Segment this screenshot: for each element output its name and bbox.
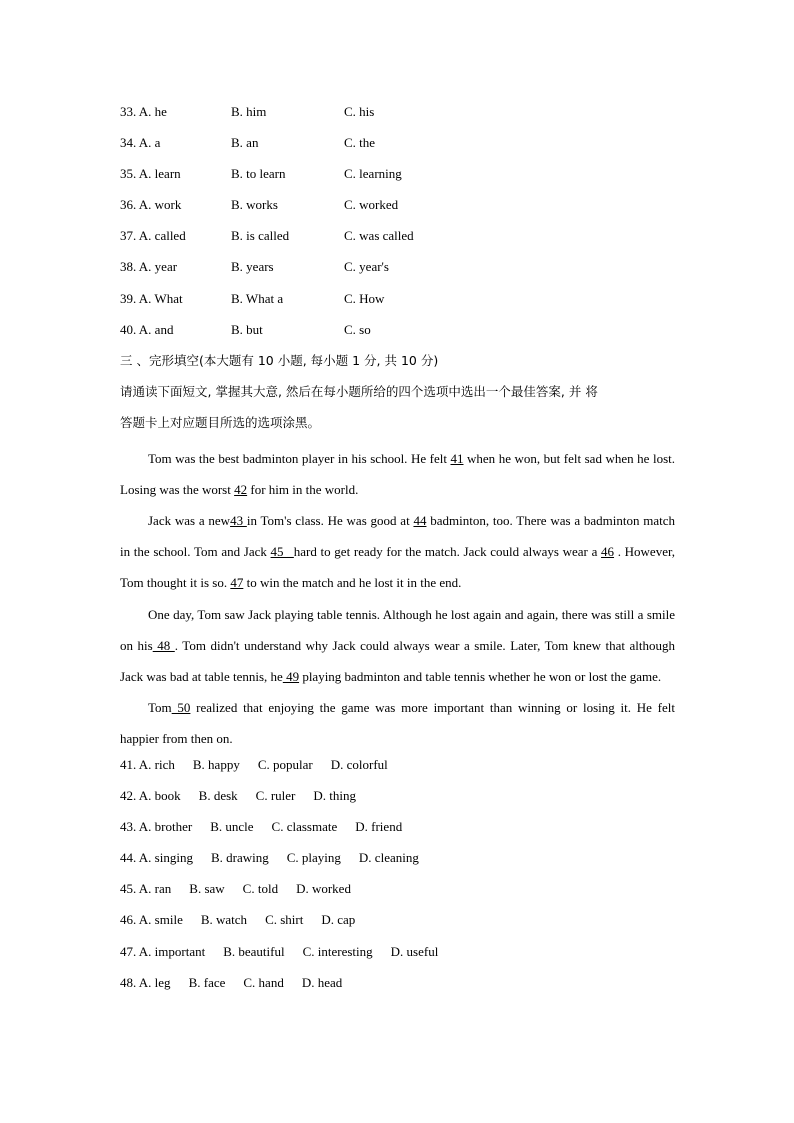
option-d: D. worked xyxy=(296,881,351,897)
option-c: C. told xyxy=(242,881,279,897)
option-c: C. shirt xyxy=(265,912,304,928)
blank-49: 49 xyxy=(282,668,300,684)
text: Tom xyxy=(148,699,172,715)
option-row xyxy=(120,194,675,225)
option-c: C. worked xyxy=(344,197,399,213)
option-row xyxy=(120,847,675,878)
option-a: 35. A. learn xyxy=(120,166,181,182)
option-d: D. friend xyxy=(355,819,403,835)
option-b: B. is called xyxy=(231,228,290,244)
option-b: B. drawing xyxy=(210,850,269,866)
blank-48: 48 xyxy=(152,637,175,653)
option-c: C. playing xyxy=(286,850,341,866)
option-c: C. hand xyxy=(243,974,284,990)
option-b: B. works xyxy=(231,197,278,213)
option-b: B. but xyxy=(231,321,263,337)
instruction-line-2: 答题卡上对应题目所选的选项涂黑。 xyxy=(120,414,321,430)
blank-45: 45 _ xyxy=(270,544,294,560)
option-b: B. years xyxy=(231,259,274,275)
option-a: 41. A. rich xyxy=(120,756,175,772)
text: . Tom didn't understand why Jack could always wear a smile. Later, Tom knew that although Jack was bad at table tennis, he xyxy=(120,637,676,684)
text: hard to get ready for the match. Jack could always wear a xyxy=(293,544,602,560)
blank-46: 46 xyxy=(601,544,615,560)
option-b: B. beautiful xyxy=(223,943,285,959)
cloze-passage xyxy=(120,443,675,754)
option-a: 40. A. and xyxy=(120,321,174,337)
option-c: C. ruler xyxy=(255,788,296,804)
option-a: 46. A. smile xyxy=(120,912,183,928)
option-b: B. watch xyxy=(200,912,248,928)
section-title: 三 、完形填空(本大题有 10 小题, 每小题 1 分, 共 10 分) xyxy=(120,352,439,368)
option-d: D. thing xyxy=(313,788,357,804)
option-b: B. happy xyxy=(192,756,240,772)
option-c: C. classmate xyxy=(271,819,338,835)
option-a: 38. A. year xyxy=(120,259,178,275)
paragraph-2 xyxy=(120,505,675,598)
option-b: B. desk xyxy=(198,788,238,804)
text: for him in the world. xyxy=(247,482,359,498)
instruction-line-1: 请通读下面短文, 掌握其大意, 然后在每小题所给的四个选项中选出一个最佳答案, 并 将 xyxy=(120,383,598,399)
paragraph-4 xyxy=(120,692,675,754)
option-row xyxy=(120,101,675,132)
text: Tom was the best badminton player in his school. He felt xyxy=(148,451,451,467)
option-c: C. year's xyxy=(344,259,389,275)
option-c: C. his xyxy=(344,104,375,119)
blank-43: 43 xyxy=(230,513,247,529)
option-c: C. How xyxy=(344,290,385,306)
option-b: B. to learn xyxy=(231,166,286,182)
option-a: 47. A. important xyxy=(120,943,206,959)
option-row xyxy=(120,163,675,194)
option-row xyxy=(120,878,675,909)
option-a: 33. A. he xyxy=(120,104,167,119)
option-d: D. cleaning xyxy=(358,850,419,866)
text: realized that enjoying the game was more important than winning or losing it. He felt happier from then on. xyxy=(120,699,675,746)
option-row xyxy=(120,256,675,287)
option-a: 36. A. work xyxy=(120,197,182,213)
option-a: 37. A. called xyxy=(120,228,186,244)
text: badminton, too. There was a badminton match in the school. Tom and Jack xyxy=(120,513,676,560)
option-c: C. the xyxy=(344,135,376,151)
blank-42: 42 xyxy=(234,482,248,498)
option-row xyxy=(120,909,675,940)
option-a: 44. A. singing xyxy=(120,850,193,866)
paragraph-1 xyxy=(120,443,675,505)
exam-page xyxy=(120,101,675,1003)
text: when he won, but felt sad when he lost. Losing was the worst xyxy=(120,451,675,498)
blank-47: 47 xyxy=(230,575,244,591)
option-d: D. cap xyxy=(321,912,356,928)
option-a: 39. A. What xyxy=(120,290,183,306)
option-row xyxy=(120,225,675,256)
option-b: B. him xyxy=(231,104,267,119)
option-row xyxy=(120,319,675,350)
blank-44: 44 xyxy=(413,513,427,529)
option-row xyxy=(120,816,675,847)
option-a: 42. A. book xyxy=(120,788,181,804)
text: in Tom's class. He was good at xyxy=(246,513,414,529)
text: Jack was a new xyxy=(148,513,231,529)
option-row xyxy=(120,132,675,163)
option-d: D. head xyxy=(301,974,343,990)
option-row xyxy=(120,288,675,319)
paragraph-3 xyxy=(120,599,675,692)
text: to win the match and he lost it in the end. xyxy=(243,575,462,591)
option-row xyxy=(120,972,675,1003)
option-c: C. learning xyxy=(344,166,402,182)
option-row xyxy=(120,785,675,816)
option-b: B. What a xyxy=(231,290,284,306)
option-c: C. popular xyxy=(257,756,313,772)
option-a: 34. A. a xyxy=(120,135,161,151)
blank-41: 41 xyxy=(450,451,464,467)
option-row xyxy=(120,754,675,785)
option-b: B. face xyxy=(188,974,226,990)
text: One day, Tom saw Jack playing table tennis. Although he lost again and again, there was still a smile on his xyxy=(120,606,675,653)
option-d: D. colorful xyxy=(330,756,388,772)
text: playing badminton and table tennis whether he won or lost the game. xyxy=(299,668,662,684)
option-d: D. useful xyxy=(390,943,439,959)
option-c: C. interesting xyxy=(302,943,373,959)
option-c: C. was called xyxy=(344,228,414,244)
blank-50: 50 xyxy=(171,699,191,715)
option-c: C. so xyxy=(344,321,371,337)
option-a: 48. A. leg xyxy=(120,974,171,990)
options-41-48 xyxy=(120,754,675,1003)
option-b: B. an xyxy=(231,135,259,151)
options-33-40 xyxy=(120,101,675,350)
option-b: B. uncle xyxy=(210,819,254,835)
option-a: 43. A. brother xyxy=(120,819,193,835)
text: . However, Tom thought it is so. xyxy=(120,544,676,591)
option-row xyxy=(120,941,675,972)
option-a: 45. A. ran xyxy=(120,881,172,897)
option-b: B. saw xyxy=(189,881,225,897)
